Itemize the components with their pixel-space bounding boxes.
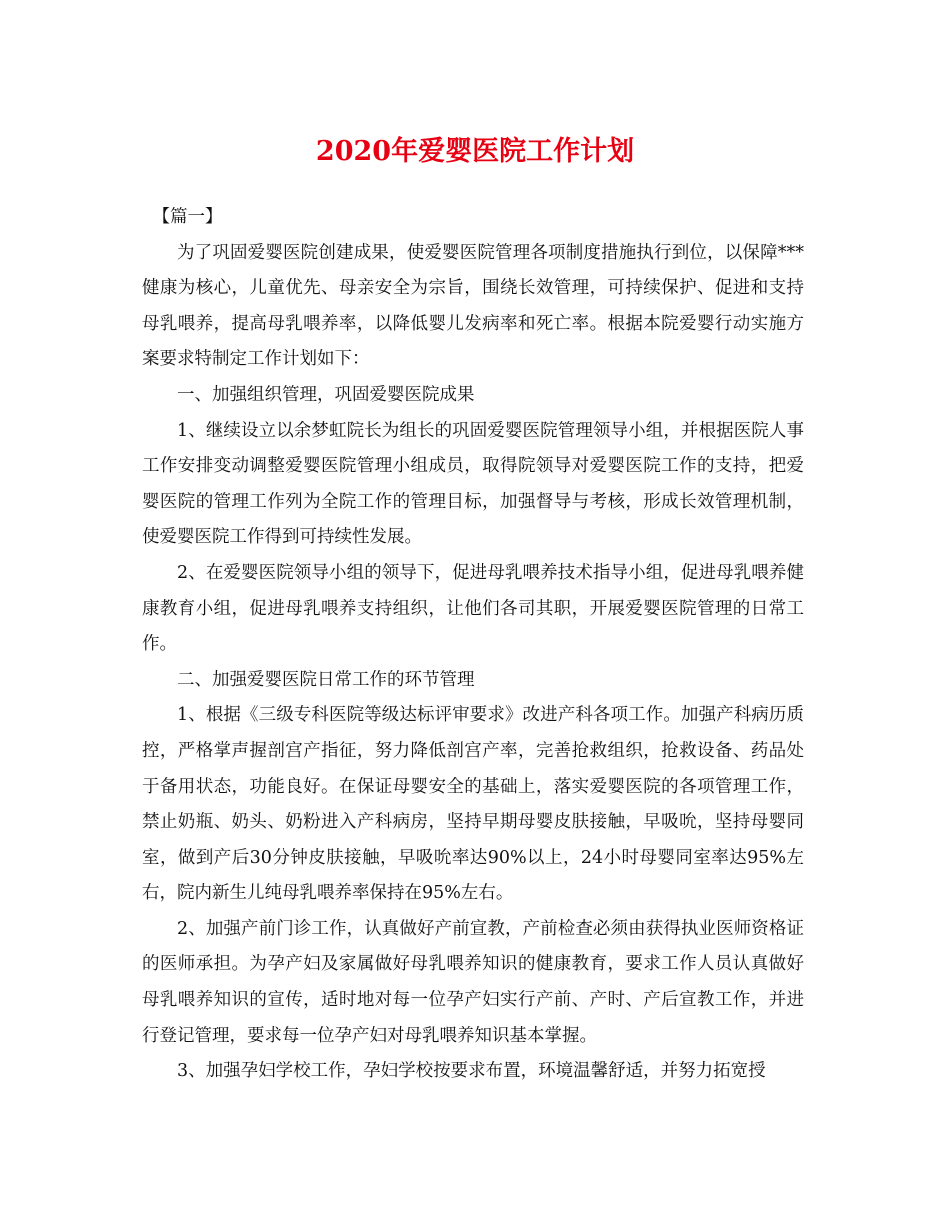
paragraph-2-3: 3、加强孕妇学校工作，孕妇学校按要求布置，环境温馨舒适，并努力拓宽授 xyxy=(177,1061,766,1082)
paragraph-2-2: 2、加强产前门诊工作，认真做好产前宣教，产前检查必须由获得执业医师资格证的医师承担。为孕产妇及家属做好母乳喂养知识的健康教育，要求工作人员认真做好母乳喂养知识的宣传，适时地对每一位孕产妇实行产前、产时、产后宣教工作，并进行登记管理，要求每一位孕产妇对母乳喂养知识基本掌握。 xyxy=(142,918,804,1046)
paragraph-2-1: 1、根据《三级专科医院等级达标评审要求》改进产科各项工作。加强产科病历质控，严格掌声握剖宫产指征，努力降低剖宫产率，完善抢救组织，抢救设备、药品处于备用状态，功能良好。在保证母婴安全的基础上，落实爱婴医院的各项管理工作，禁止奶瓶、奶头、奶粉进入产科病房，坚持早期母婴皮肤接触，早吸吮，坚持母婴同室，做到产后30分钟皮肤接触，早吸吮率达90%以上，24小时母婴同室率达95%左右，院内新生儿纯母乳喂养率保持在95%左右。 xyxy=(142,705,804,904)
paragraph-1-2: 2、在爱婴医院领导小组的领导下，促进母乳喂养技术指导小组，促进母乳喂养健康教育小组，促进母乳喂养支持组织，让他们各司其职，开展爱婴医院管理的日常工作。 xyxy=(142,562,804,655)
section-label: 【篇一】 xyxy=(152,207,223,227)
intro-paragraph: 为了巩固爱婴医院创建成果，使爱婴医院管理各项制度措施执行到位，以保障***健康为核心，儿童优先、母亲安全为宗旨，围绕长效管理，可持续保护、促进和支持母乳喂养，提高母乳喂养率，以降低婴儿发病率和死亡率。根据本院爱婴行动实施方案要求特制定工作计划如下： xyxy=(142,242,804,370)
document-title: 2020年爱婴医院工作计划 xyxy=(315,136,635,167)
paragraph-1-1: 1、继续设立以余梦虹院长为组长的巩固爱婴医院管理领导小组，并根据医院人事工作安排变动调整爱婴医院管理小组成员，取得院领导对爱婴医院工作的支持，把爱婴医院的管理工作列为全院工作的管理目标，加强督导与考核，形成长效管理机制，使爱婴医院工作得到可持续性发展。 xyxy=(142,420,804,548)
section-heading-2: 二、加强爱婴医院日常工作的环节管理 xyxy=(177,669,475,690)
section-heading-1: 一、加强组织管理，巩固爱婴医院成果 xyxy=(177,384,475,405)
document-body xyxy=(142,200,804,1090)
